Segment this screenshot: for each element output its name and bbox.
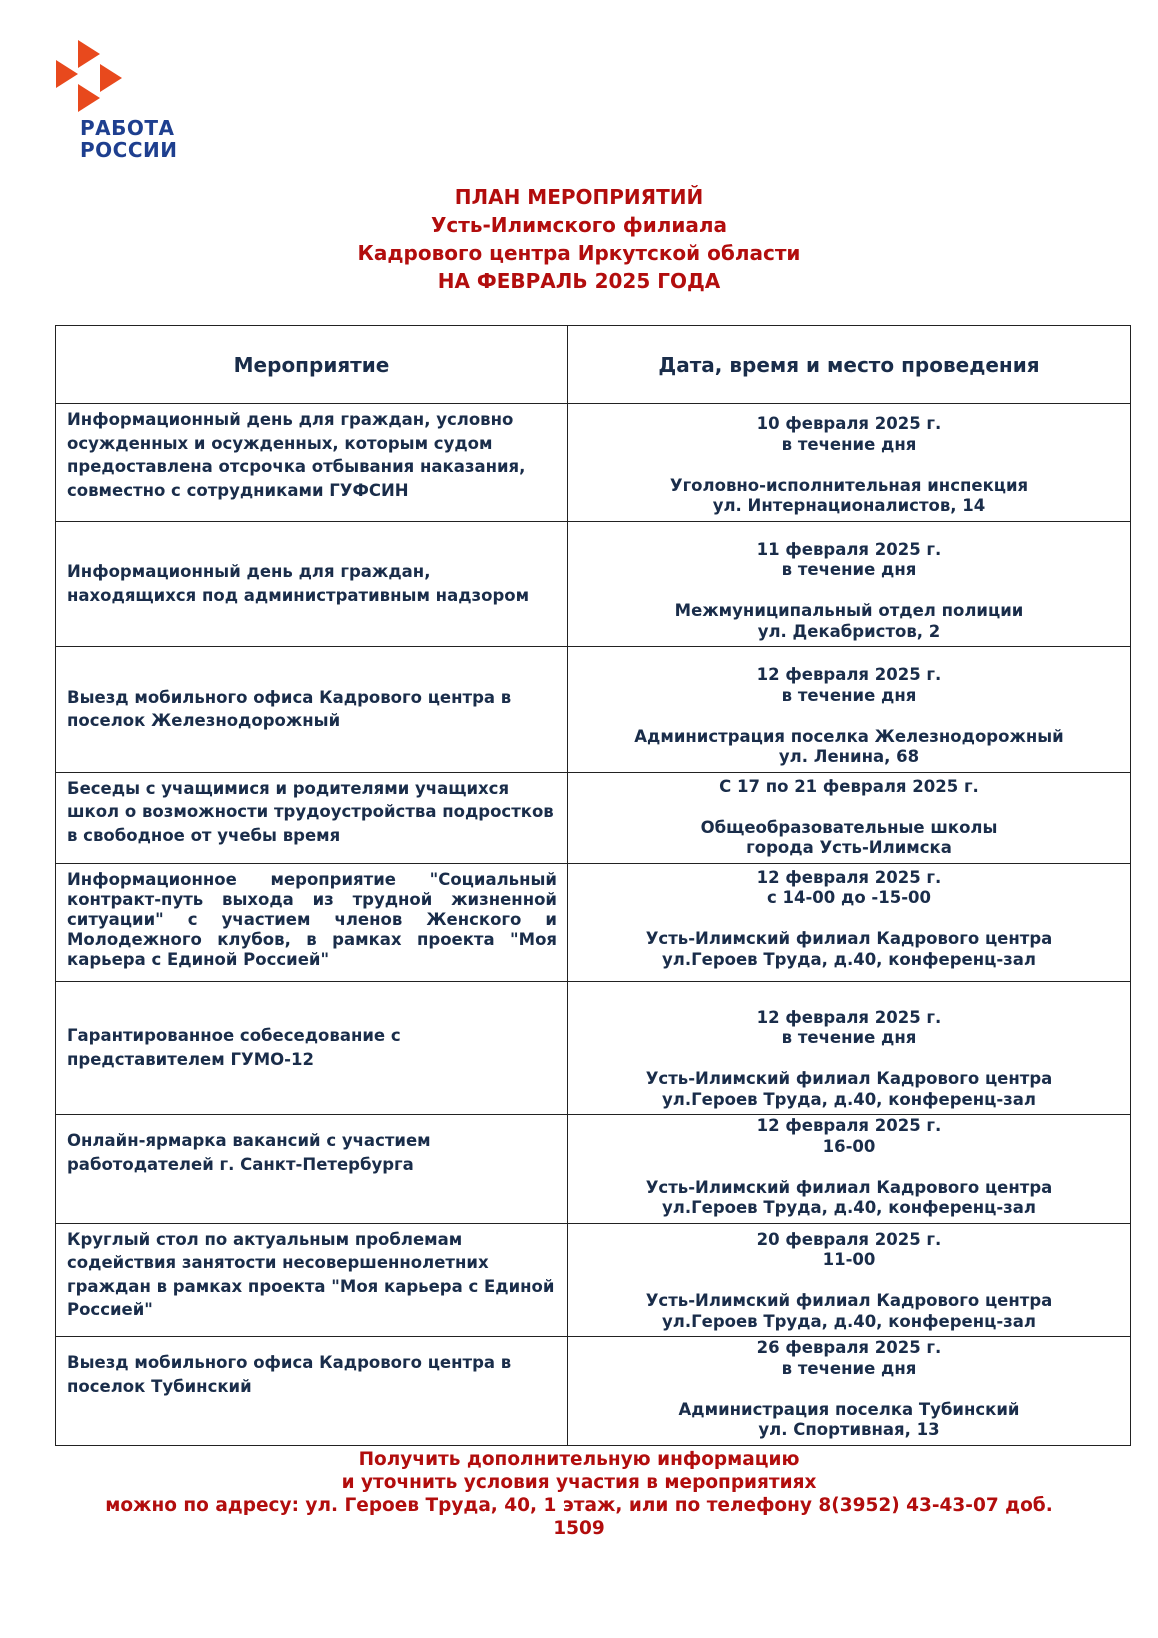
event-cell: Информационный день для граждан, находящихся под административным надзором xyxy=(56,521,568,647)
event-place: Администрация поселка Железнодорожный xyxy=(634,726,1064,746)
table-row xyxy=(56,1337,1131,1446)
header-datetime: Дата, время и место проведения xyxy=(568,326,1131,404)
datetime-cell xyxy=(568,1115,1131,1224)
event-address: ул. Интернационалистов, 14 xyxy=(712,496,986,515)
event-address: ул. Декабристов, 2 xyxy=(757,621,941,641)
event-time: с 14-00 до -15-00 xyxy=(766,888,932,907)
event-place: Усть-Илимский филиал Кадрового центра xyxy=(645,1069,1053,1088)
event-address: ул.Героев Труда, д.40, конференц-зал xyxy=(662,949,1036,969)
event-cell: Информационный день для граждан, условно осужденных и осужденных, которым судом предоставлена отсрочка отбывания наказания, совместно с сотрудниками ГУФСИН xyxy=(56,404,568,522)
table-row xyxy=(56,863,1131,981)
datetime-cell xyxy=(568,647,1131,773)
event-cell: Выезд мобильного офиса Кадрового центра в поселок Железнодорожный xyxy=(56,647,568,773)
event-place: Усть-Илимский филиал Кадрового центра xyxy=(645,929,1053,948)
event-cell: Беседы с учащимися и родителями учащихся школ о возможности трудоустройства подростков в свободное от учебы время xyxy=(56,772,568,863)
table-row xyxy=(56,772,1131,863)
event-cell xyxy=(56,863,568,981)
event-place: Межмуниципальный отдел полиции xyxy=(674,601,1024,620)
event-date: 11 февраля 2025 г. xyxy=(756,539,942,559)
footer-line-1: Получить дополнительную информацию xyxy=(358,1449,800,1470)
table-header-row xyxy=(56,326,1131,404)
table-row xyxy=(56,1115,1131,1224)
datetime-cell xyxy=(568,863,1131,981)
table-row xyxy=(56,521,1131,647)
datetime-cell xyxy=(568,521,1131,647)
logo-arrows-icon xyxy=(56,38,186,118)
event-text-last: карьера с Единой Россией" xyxy=(67,949,330,969)
table-row xyxy=(56,647,1131,773)
event-date: 12 февраля 2025 г. xyxy=(756,1116,942,1135)
footer-line-2: и уточнить условия участия в мероприятиях xyxy=(341,1472,817,1493)
datetime-cell xyxy=(568,1223,1131,1337)
contact-footer xyxy=(0,1448,1158,1540)
events-table xyxy=(55,325,1131,1446)
header-event: Мероприятие xyxy=(56,326,568,404)
title-line-3: Кадрового центра Иркутской области xyxy=(357,241,801,265)
event-time: в течение дня xyxy=(781,560,917,579)
event-date: 12 февраля 2025 г. xyxy=(756,665,942,684)
datetime-cell xyxy=(568,981,1131,1115)
event-date: 12 февраля 2025 г. xyxy=(756,1007,942,1027)
event-address: ул.Героев Труда, д.40, конференц-зал xyxy=(662,1311,1036,1331)
rabota-rossii-logo xyxy=(56,38,186,168)
event-place: Общеобразовательные школы xyxy=(700,817,998,837)
footer-line-4: 1509 xyxy=(553,1518,605,1539)
event-address: ул. Ленина, 68 xyxy=(778,747,920,766)
event-time: в течение дня xyxy=(781,1358,917,1378)
event-cell: Выезд мобильного офиса Кадрового центра в поселок Тубинский xyxy=(56,1337,568,1446)
event-place: Администрация поселка Тубинский xyxy=(678,1399,1020,1419)
event-date: 26 февраля 2025 г. xyxy=(756,1338,942,1357)
logo-text xyxy=(80,117,178,161)
footer-line-3: можно по адресу: ул. Героев Труда, 40, 1 этаж, или по телефону 8(3952) 43-43-07 доб. xyxy=(105,1495,1053,1516)
event-address: ул.Героев Труда, д.40, конференц-зал xyxy=(662,1089,1036,1109)
event-date: 20 февраля 2025 г. xyxy=(756,1229,942,1249)
event-time: в течение дня xyxy=(781,685,917,705)
event-place: Усть-Илимский филиал Кадрового центра xyxy=(645,1177,1053,1197)
event-date: С 17 по 21 февраля 2025 г. xyxy=(719,776,979,796)
event-place: Усть-Илимский филиал Кадрового центра xyxy=(645,1291,1053,1310)
event-time: в течение дня xyxy=(781,1028,917,1047)
event-time: 16-00 xyxy=(822,1136,876,1156)
logo-line-1: РАБОТА xyxy=(80,116,175,140)
datetime-cell xyxy=(568,1337,1131,1446)
event-text-main: Информационное мероприятие "Социальный контракт-путь выхода из трудной жизненной ситуации" с участием членов Женского и Молодежного клубов, в рамках проекта "Моя xyxy=(67,869,557,949)
event-address: ул.Героев Труда, д.40, конференц-зал xyxy=(662,1198,1036,1217)
event-time: 11-00 xyxy=(822,1250,876,1269)
title-line-4: НА ФЕВРАЛЬ 2025 ГОДА xyxy=(437,269,721,293)
page-title xyxy=(0,183,1158,295)
event-address: ул. Спортивная, 13 xyxy=(758,1420,940,1439)
event-time: в течение дня xyxy=(781,434,917,454)
event-place: Уголовно-исполнительная инспекция xyxy=(669,475,1029,495)
event-cell: Круглый стол по актуальным проблемам содействия занятости несовершеннолетних граждан в рамках проекта "Моя карьера с Единой Россией" xyxy=(56,1223,568,1337)
logo-line-2: РОССИИ xyxy=(80,138,178,162)
table-row xyxy=(56,1223,1131,1337)
event-cell: Гарантированное собеседование с представителем ГУМО-12 xyxy=(56,981,568,1115)
event-date: 12 февраля 2025 г. xyxy=(756,867,942,887)
table-row xyxy=(56,404,1131,522)
datetime-cell xyxy=(568,772,1131,863)
title-line-2: Усть-Илимского филиала xyxy=(430,213,728,237)
title-line-1: ПЛАН МЕРОПРИЯТИЙ xyxy=(454,185,704,209)
datetime-cell xyxy=(568,404,1131,522)
event-date: 10 февраля 2025 г. xyxy=(756,414,942,433)
event-address: города Усть-Илимска xyxy=(746,838,952,857)
table-row xyxy=(56,981,1131,1115)
event-cell: Онлайн-ярмарка вакансий с участием работодателей г. Санкт-Петербурга xyxy=(56,1115,568,1224)
